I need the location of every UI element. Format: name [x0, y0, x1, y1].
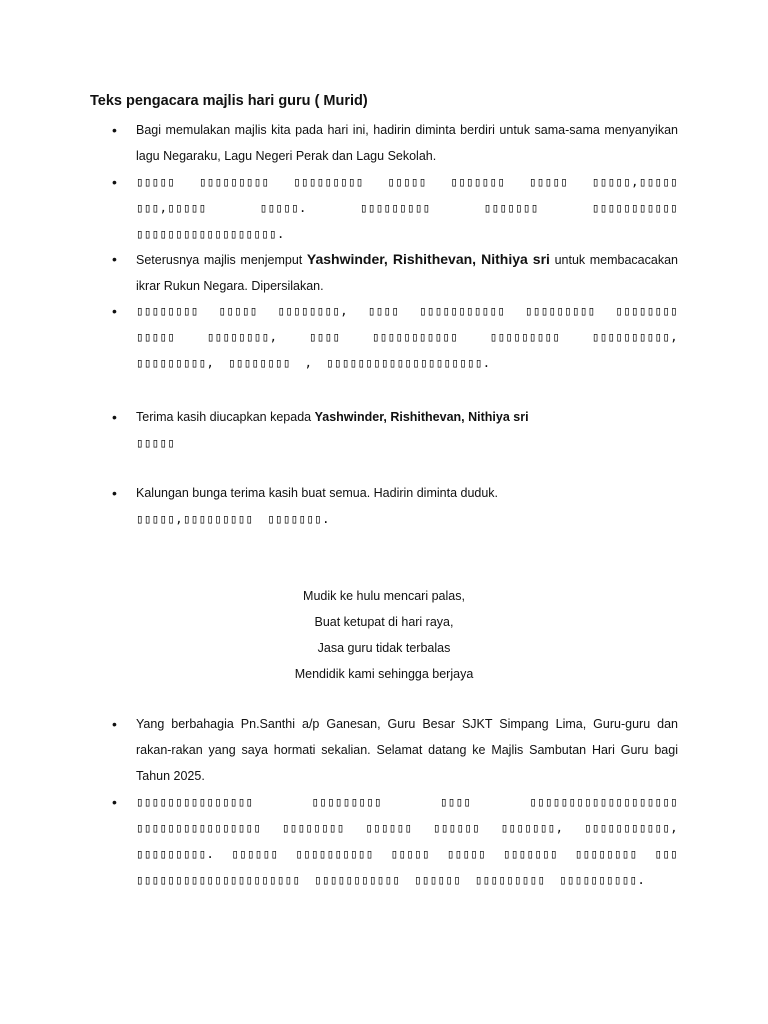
verse-line: Jasa guru tidak terbalas	[317, 641, 451, 655]
list-item	[112, 789, 678, 893]
list-item	[112, 246, 678, 299]
item-text	[136, 404, 678, 430]
list-item	[112, 117, 678, 169]
unreadable-text: ▯▯▯▯▯▯▯▯▯▯▯▯▯▯▯ ▯▯▯▯▯▯▯▯▯ ▯▯▯▯ ▯▯▯▯▯▯▯▯▯▯▯▯▯▯▯▯▯▯▯ ▯▯▯▯▯▯▯▯▯▯▯▯▯▯▯▯ ▯▯▯▯▯▯▯▯ ▯▯▯▯▯▯ ▯▯▯▯▯▯ ▯▯▯▯▯▯▯, ▯▯▯▯▯▯▯▯▯▯▯, ▯▯▯▯▯▯▯▯▯. ▯▯▯▯▯▯ ▯▯▯▯▯▯▯▯▯▯ ▯▯▯▯▯ ▯▯▯▯▯ ▯▯▯▯▯▯▯ ▯▯▯▯▯▯▯▯ ▯▯▯ ▯▯▯▯▯▯▯▯▯▯▯▯▯▯▯▯▯▯▯▯▯ ▯▯▯▯▯▯▯▯▯▯▯ ▯▯▯▯▯▯ ▯▯▯▯▯▯▯▯▯ ▯▯▯▯▯▯▯▯▯▯.	[136, 794, 678, 887]
item-text: Kalungan bunga terima kasih buat semua. Hadirin diminta duduk.	[136, 486, 499, 500]
item-text-pre: Terima kasih diucapkan kepada	[136, 410, 312, 424]
list-item	[112, 404, 678, 456]
verse-line: Mendidik kami sehingga berjaya	[294, 667, 474, 681]
item-text: Yang berbahagia Pn.Santhi a/p Ganesan, Guru Besar SJKT Simpang Lima, Guru-guru dan rakan-rakan yang saya hormati sekalian. Selamat datang ke Majlis Sambutan Hari Guru bagi Tahun 2025.	[136, 717, 678, 783]
list-item	[112, 169, 678, 247]
bullet-icon: •	[112, 485, 117, 501]
bullet-icon: •	[112, 409, 117, 425]
bullet-icon: •	[112, 251, 117, 267]
verse-line: Mudik ke hulu mencari palas,	[303, 589, 465, 603]
unreadable-text: ▯▯▯▯▯ ▯▯▯▯▯▯▯▯▯ ▯▯▯▯▯▯▯▯▯ ▯▯▯▯▯ ▯▯▯▯▯▯▯ ▯▯▯▯▯ ▯▯▯▯▯,▯▯▯▯▯ ▯▯▯,▯▯▯▯▯ ▯▯▯▯▯. ▯▯▯▯▯▯▯▯▯ ▯▯▯▯▯▯▯ ▯▯▯▯▯▯▯▯▯▯▯ ▯▯▯▯▯▯▯▯▯▯▯▯▯▯▯▯▯▯.	[136, 174, 678, 241]
list-item	[112, 298, 678, 376]
verse-line: Buat ketupat di hari raya,	[314, 615, 454, 629]
bullet-icon: •	[112, 174, 117, 190]
participant-names: Yashwinder, Rishithevan, Nithiya sri	[306, 251, 550, 267]
list-item	[112, 711, 678, 789]
list-item	[112, 480, 678, 532]
bullet-icon: •	[112, 122, 117, 138]
unreadable-text: ▯▯▯▯▯,▯▯▯▯▯▯▯▯▯ ▯▯▯▯▯▯▯.	[136, 511, 330, 526]
bullet-icon: •	[112, 303, 117, 319]
page-title: Teks pengacara majlis hari guru ( Murid)	[90, 93, 368, 109]
unreadable-text: ▯▯▯▯▯▯▯▯ ▯▯▯▯▯ ▯▯▯▯▯▯▯▯, ▯▯▯▯ ▯▯▯▯▯▯▯▯▯▯▯ ▯▯▯▯▯▯▯▯▯ ▯▯▯▯▯▯▯▯ ▯▯▯▯▯ ▯▯▯▯▯▯▯▯, ▯▯▯▯ ▯▯▯▯▯▯▯▯▯▯▯ ▯▯▯▯▯▯▯▯▯ ▯▯▯▯▯▯▯▯▯▯, ▯▯▯▯▯▯▯▯▯, ▯▯▯▯▯▯▯▯ , ▯▯▯▯▯▯▯▯▯▯▯▯▯▯▯▯▯▯▯▯.	[136, 303, 678, 370]
item-text	[136, 246, 678, 299]
bullet-icon: •	[112, 716, 117, 732]
poem-verse	[0, 583, 768, 687]
item-text: Bagi memulakan majlis kita pada hari ini, hadirin diminta berdiri untuk sama-sama menyanyikan lagu Negaraku, Lagu Negeri Perak dan Lagu Sekolah.	[136, 123, 678, 163]
unreadable-text: ▯▯▯▯▯	[136, 435, 176, 450]
participant-names: Yashwinder, Rishithevan, Nithiya sri	[314, 410, 529, 424]
item-text-post: untuk membacacakan ikrar Rukun Negara. Dipersilakan.	[136, 253, 678, 293]
bullet-icon: •	[112, 794, 117, 810]
item-text-pre: Seterusnya majlis menjemput	[136, 253, 303, 267]
